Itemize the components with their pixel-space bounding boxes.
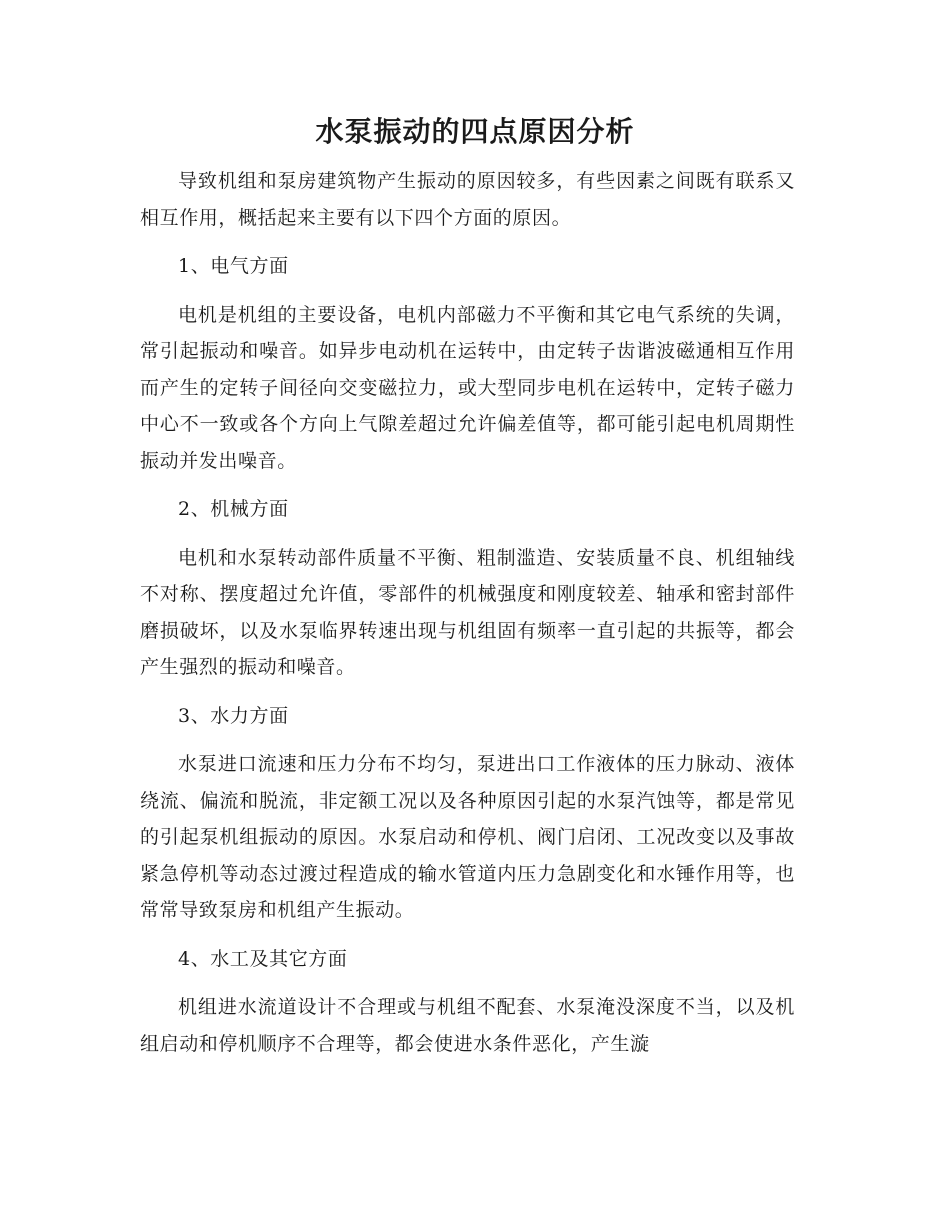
section-body-hydraulic-works: 机组进水流道设计不合理或与机组不配套、水泵淹没深度不当，以及机组启动和停机顺序不合理等，都会使进水条件恶化，产生漩	[140, 996, 795, 1055]
section-heading-hydraulic: 3、水力方面	[178, 704, 289, 727]
section-body-hydraulic: 水泵进口流速和压力分布不均匀，泵进出口工作液体的压力脉动、液体绕流、偏流和脱流，非定额工况以及各种原因引起的水泵汽蚀等，都是常见的引起泵机组振动的原因。水泵启动和停机、阀门启闭、工况改变以及事故紧急停机等动态过渡过程造成的输水管道内压力急剧变化和水锤作用等，也常常导致泵房和机组产生振动。	[140, 753, 795, 921]
section-heading-electrical: 1、电气方面	[178, 255, 289, 277]
section-heading-mechanical: 2、机械方面	[178, 498, 289, 520]
document-body	[140, 163, 795, 1062]
intro-paragraph: 导致机组和泵房建筑物产生振动的原因较多，有些因素之间既有联系又相互作用，概括起来主要有以下四个方面的原因。	[140, 170, 795, 229]
document-title: 水泵振动的四点原因分析	[315, 115, 635, 148]
section-body-electrical: 电机是机组的主要设备，电机内部磁力不平衡和其它电气系统的失调，常引起振动和噪音。如异步电动机在运转中，由定转子齿谐波磁通相互作用而产生的定转子间径向交变磁拉力，或大型同步电机在运转中，定转子磁力中心不一致或各个方向上气隙差超过允许偏差值等，都可能引起电机周期性振动并发出噪音。	[140, 303, 795, 472]
section-heading-hydraulic-works: 4、水工及其它方面	[178, 947, 348, 970]
section-body-mechanical: 电机和水泵转动部件质量不平衡、粗制滥造、安装质量不良、机组轴线不对称、摆度超过允许值，零部件的机械强度和刚度较差、轴承和密封部件磨损破坏，以及水泵临界转速出现与机组固有频率一直引起的共振等，都会产生强烈的振动和噪音。	[140, 546, 795, 678]
